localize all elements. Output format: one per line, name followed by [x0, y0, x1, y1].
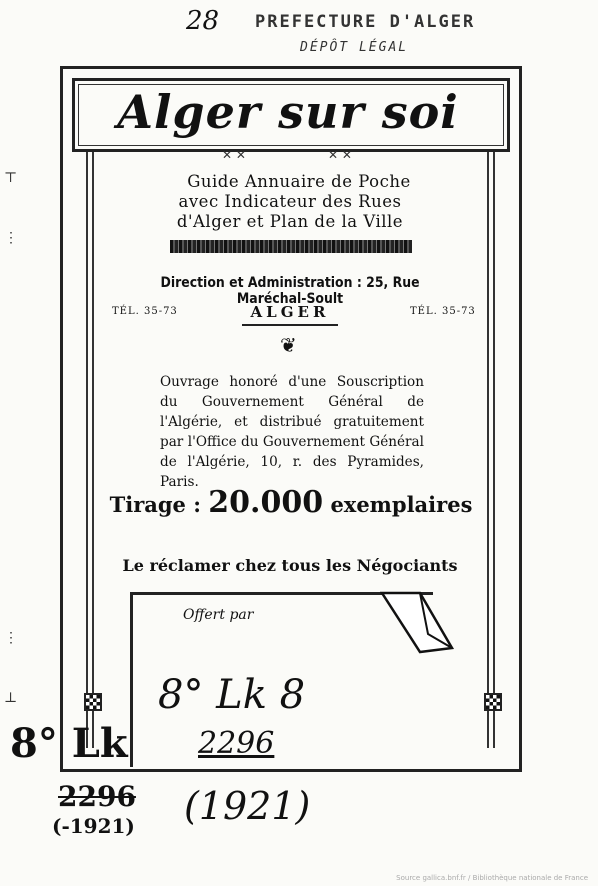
guide-line-1: Guide Annuaire de Poche [187, 172, 411, 191]
library-call-stamp-3: (-1921) [52, 814, 135, 838]
checker-icon-right [484, 693, 502, 711]
city-underline [242, 324, 338, 326]
offert-label: Offert par [183, 607, 254, 623]
ornament-left: ✕ ✕ [222, 148, 246, 162]
tirage-prefix: Tirage : [109, 492, 201, 517]
library-call-stamp: 8° Lk [10, 720, 128, 767]
fleuron-icon: ❦ [280, 333, 297, 357]
edge-mark-3: ⋮ [4, 630, 18, 646]
inner-frame-right [487, 150, 495, 748]
tirage-number: 20.000 [208, 485, 324, 520]
edge-mark-2: ⋮ [4, 230, 18, 246]
folded-corner-icon [380, 590, 460, 660]
checker-icon-left [84, 693, 102, 711]
depot-legal-stamp: DÉPÔT LÉGAL [300, 40, 409, 55]
page-title: Alger sur soi [117, 85, 459, 139]
handwritten-call-number: 8° Lk 8 [158, 672, 306, 718]
inner-frame-left [86, 150, 94, 748]
tel-left: TÉL. 35-73 [112, 306, 178, 317]
ouvrage-paragraph: Ouvrage honoré d'une Souscription du Gouvernement Général de l'Algérie, et distribué gratuitement par l'Office du Gouvernement Général de l'Algérie, 10, r. des Pyramides, Paris. [160, 374, 424, 490]
city-name: ALGER [250, 303, 330, 321]
edge-mark-1: ⊤ [4, 170, 18, 186]
source-footer: Source gallica.bnf.fr / Bibliothèque nationale de France [396, 874, 588, 882]
direction-address: Direction et Administration : 25, Rue Maréchal-Soult [160, 275, 420, 307]
reclamer-line: Le réclamer chez tous les Négociants [122, 556, 458, 575]
guide-line-3: d'Alger et Plan de la Ville [176, 212, 404, 231]
tirage-suffix: exemplaires [330, 492, 473, 517]
decorative-bar [170, 240, 412, 253]
guide-line-2: avec Indicateur des Rues [178, 192, 402, 211]
tirage-line [96, 485, 486, 520]
handwritten-number: 28 [186, 6, 220, 36]
guide-subtitle [160, 172, 420, 232]
prefecture-stamp: PREFECTURE D'ALGER [255, 12, 476, 32]
tel-right: TÉL. 35-73 [410, 306, 476, 317]
ornament-right: ✕ ✕ [328, 148, 352, 162]
handwritten-call-number-2: 2296 [198, 726, 275, 761]
edge-mark-4: ⊥ [4, 690, 18, 706]
handwritten-year: (1921) [184, 784, 311, 828]
library-call-stamp-2: 2296 [58, 780, 136, 813]
